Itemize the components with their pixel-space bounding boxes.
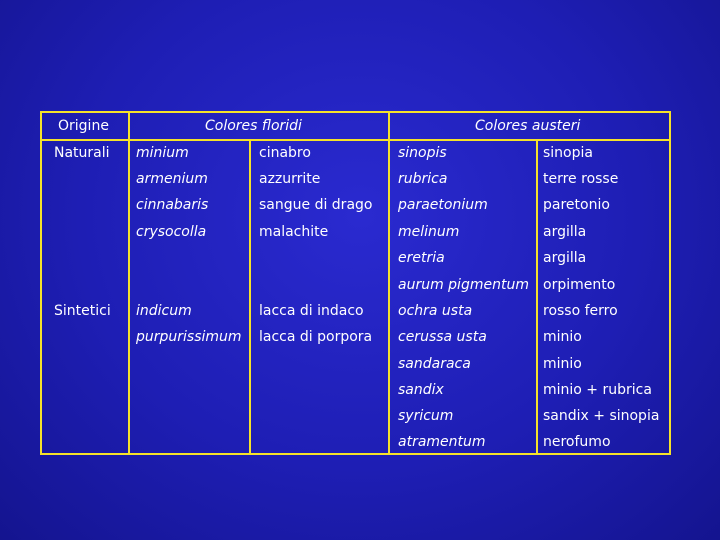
floridi-italian: lacca di indaco (259, 303, 364, 319)
header-colores-austeri: Colores austeri (475, 118, 581, 134)
floridi-latin: indicum (136, 303, 192, 319)
floridi-italian: cinabro (259, 145, 311, 161)
austeri-latin: eretria (398, 250, 445, 266)
austeri-latin: sandix (398, 382, 444, 398)
header-colores-floridi: Colores floridi (205, 118, 302, 134)
group-naturali: Naturali (54, 145, 110, 161)
floridi-latin: cinnabaris (136, 197, 209, 213)
floridi-latin: purpurissimum (136, 329, 242, 345)
header-divider (42, 139, 669, 141)
austeri-italian: minio (543, 356, 582, 372)
austeri-italian: nerofumo (543, 434, 611, 450)
floridi-italian: malachite (259, 224, 329, 240)
austeri-latin: sandaraca (398, 356, 471, 372)
austeri-latin: rubrica (398, 171, 448, 187)
austeri-latin: melinum (398, 224, 460, 240)
austeri-latin: atramentum (398, 434, 486, 450)
austeri-latin: sinopis (398, 145, 447, 161)
floridi-latin: minium (136, 145, 189, 161)
floridi-latin: armenium (136, 171, 208, 187)
divider-austeri-inner (536, 141, 538, 453)
austeri-italian: sandix + sinopia (543, 408, 660, 424)
floridi-italian: sangue di drago (259, 197, 373, 213)
floridi-latin: crysocolla (136, 224, 207, 240)
header-origine: Origine (58, 118, 109, 134)
austeri-italian: minio (543, 329, 582, 345)
austeri-italian: minio + rubrica (543, 382, 652, 398)
divider-origin (128, 113, 130, 453)
austeri-italian: argilla (543, 250, 587, 266)
austeri-italian: rosso ferro (543, 303, 618, 319)
austeri-latin: ochra usta (398, 303, 473, 319)
austeri-latin: syricum (398, 408, 454, 424)
austeri-latin: cerussa usta (398, 329, 487, 345)
divider-floridi-austeri (388, 113, 390, 453)
floridi-italian: azzurrite (259, 171, 321, 187)
austeri-italian: paretonio (543, 197, 610, 213)
austeri-italian: orpimento (543, 277, 616, 293)
austeri-latin: aurum pigmentum (398, 277, 529, 293)
austeri-italian: argilla (543, 224, 587, 240)
austeri-italian: terre rosse (543, 171, 619, 187)
group-sintetici: Sintetici (54, 303, 111, 319)
divider-floridi-inner (249, 141, 251, 453)
floridi-italian: lacca di porpora (259, 329, 373, 345)
austeri-italian: sinopia (543, 145, 593, 161)
austeri-latin: paraetonium (398, 197, 488, 213)
pigments-table (40, 111, 671, 455)
